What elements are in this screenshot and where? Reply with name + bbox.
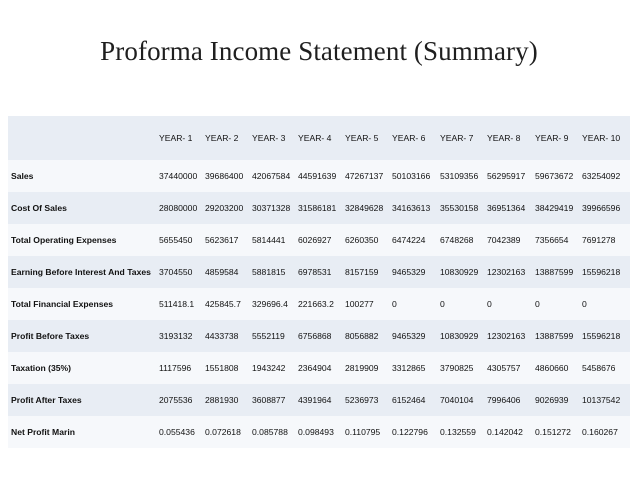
row-label: Cost Of Sales — [8, 192, 156, 224]
table-cell: 4391964 — [295, 384, 342, 416]
table-cell: 47267137 — [342, 160, 389, 192]
table-cell: 6756868 — [295, 320, 342, 352]
table-cell: 5881815 — [249, 256, 295, 288]
table-cell: 0.122796 — [389, 416, 437, 448]
table-cell: 0 — [389, 288, 437, 320]
column-header: YEAR- 10 — [579, 116, 630, 160]
table-cell: 6978531 — [295, 256, 342, 288]
row-label: Total Financial Expenses — [8, 288, 156, 320]
table-cell: 329696.4 — [249, 288, 295, 320]
table-row — [8, 416, 630, 448]
table-cell: 4305757 — [484, 352, 532, 384]
table-cell: 7040104 — [437, 384, 484, 416]
income-statement-table-container — [8, 116, 630, 448]
table-cell: 5655450 — [156, 224, 202, 256]
row-label: Net Profit Marin — [8, 416, 156, 448]
table-cell: 3790825 — [437, 352, 484, 384]
column-header: YEAR- 6 — [389, 116, 437, 160]
table-cell: 10830929 — [437, 320, 484, 352]
table-cell: 2364904 — [295, 352, 342, 384]
table-cell: 9465329 — [389, 256, 437, 288]
table-cell: 5236973 — [342, 384, 389, 416]
table-cell: 8157159 — [342, 256, 389, 288]
table-cell: 6260350 — [342, 224, 389, 256]
header-blank-cell — [8, 116, 156, 160]
table-cell: 50103166 — [389, 160, 437, 192]
column-header: YEAR- 1 — [156, 116, 202, 160]
column-header: YEAR- 7 — [437, 116, 484, 160]
table-cell: 7042389 — [484, 224, 532, 256]
table-cell: 4860660 — [532, 352, 579, 384]
row-label: Sales — [8, 160, 156, 192]
table-cell: 6748268 — [437, 224, 484, 256]
row-label: Total Operating Expenses — [8, 224, 156, 256]
table-cell: 39966596 — [579, 192, 630, 224]
column-header: YEAR- 5 — [342, 116, 389, 160]
table-cell: 38429419 — [532, 192, 579, 224]
table-cell: 44591639 — [295, 160, 342, 192]
table-row — [8, 224, 630, 256]
column-header: YEAR- 3 — [249, 116, 295, 160]
table-row — [8, 192, 630, 224]
table-cell: 28080000 — [156, 192, 202, 224]
column-header: YEAR- 9 — [532, 116, 579, 160]
table-cell: 0 — [437, 288, 484, 320]
table-cell: 10137542 — [579, 384, 630, 416]
table-row — [8, 256, 630, 288]
table-cell: 53109356 — [437, 160, 484, 192]
table-cell: 0.110795 — [342, 416, 389, 448]
table-row — [8, 384, 630, 416]
table-cell: 0.085788 — [249, 416, 295, 448]
table-cell: 0.098493 — [295, 416, 342, 448]
table-cell: 511418.1 — [156, 288, 202, 320]
table-cell: 5623617 — [202, 224, 249, 256]
table-row — [8, 320, 630, 352]
table-row — [8, 352, 630, 384]
table-cell: 3193132 — [156, 320, 202, 352]
table-body — [8, 160, 630, 448]
table-cell: 2881930 — [202, 384, 249, 416]
table-cell: 10830929 — [437, 256, 484, 288]
column-header: YEAR- 8 — [484, 116, 532, 160]
table-cell: 5458676 — [579, 352, 630, 384]
table-cell: 0 — [532, 288, 579, 320]
table-cell: 4859584 — [202, 256, 249, 288]
table-cell: 8056882 — [342, 320, 389, 352]
table-cell: 36951364 — [484, 192, 532, 224]
table-cell: 29203200 — [202, 192, 249, 224]
table-cell: 12302163 — [484, 256, 532, 288]
table-cell: 1117596 — [156, 352, 202, 384]
table-cell: 5552119 — [249, 320, 295, 352]
table-cell: 0.160267 — [579, 416, 630, 448]
row-label: Profit After Taxes — [8, 384, 156, 416]
table-cell: 6152464 — [389, 384, 437, 416]
table-cell: 32849628 — [342, 192, 389, 224]
table-cell: 13887599 — [532, 320, 579, 352]
income-statement-table — [8, 116, 630, 448]
table-cell: 35530158 — [437, 192, 484, 224]
table-cell: 37440000 — [156, 160, 202, 192]
table-cell: 0.151272 — [532, 416, 579, 448]
table-row — [8, 160, 630, 192]
table-cell: 3312865 — [389, 352, 437, 384]
column-header: YEAR- 2 — [202, 116, 249, 160]
table-cell: 7356654 — [532, 224, 579, 256]
table-cell: 0.142042 — [484, 416, 532, 448]
table-cell: 56295917 — [484, 160, 532, 192]
table-cell: 31586181 — [295, 192, 342, 224]
table-cell: 0 — [484, 288, 532, 320]
table-cell: 15596218 — [579, 320, 630, 352]
table-cell: 34163613 — [389, 192, 437, 224]
table-cell: 42067584 — [249, 160, 295, 192]
row-label: Earning Before Interest And Taxes — [8, 256, 156, 288]
table-cell: 13887599 — [532, 256, 579, 288]
table-cell: 425845.7 — [202, 288, 249, 320]
table-cell: 2819909 — [342, 352, 389, 384]
table-cell: 12302163 — [484, 320, 532, 352]
table-cell: 9465329 — [389, 320, 437, 352]
table-cell: 7691278 — [579, 224, 630, 256]
header-row — [8, 116, 630, 160]
table-cell: 0.072618 — [202, 416, 249, 448]
row-label: Taxation (35%) — [8, 352, 156, 384]
row-label: Profit Before Taxes — [8, 320, 156, 352]
table-cell: 0 — [579, 288, 630, 320]
table-cell: 5814441 — [249, 224, 295, 256]
table-cell: 59673672 — [532, 160, 579, 192]
table-cell: 1551808 — [202, 352, 249, 384]
table-cell: 100277 — [342, 288, 389, 320]
table-cell: 63254092 — [579, 160, 630, 192]
table-cell: 3704550 — [156, 256, 202, 288]
table-cell: 221663.2 — [295, 288, 342, 320]
table-cell: 3608877 — [249, 384, 295, 416]
table-cell: 4433738 — [202, 320, 249, 352]
table-cell: 0.132559 — [437, 416, 484, 448]
table-cell: 39686400 — [202, 160, 249, 192]
table-cell: 7996406 — [484, 384, 532, 416]
slide-title: Proforma Income Statement (Summary) — [100, 36, 538, 66]
table-cell: 2075536 — [156, 384, 202, 416]
table-cell: 9026939 — [532, 384, 579, 416]
table-row — [8, 288, 630, 320]
table-cell: 15596218 — [579, 256, 630, 288]
column-header: YEAR- 4 — [295, 116, 342, 160]
table-cell: 6474224 — [389, 224, 437, 256]
table-cell: 6026927 — [295, 224, 342, 256]
table-cell: 30371328 — [249, 192, 295, 224]
table-cell: 1943242 — [249, 352, 295, 384]
table-cell: 0.055436 — [156, 416, 202, 448]
